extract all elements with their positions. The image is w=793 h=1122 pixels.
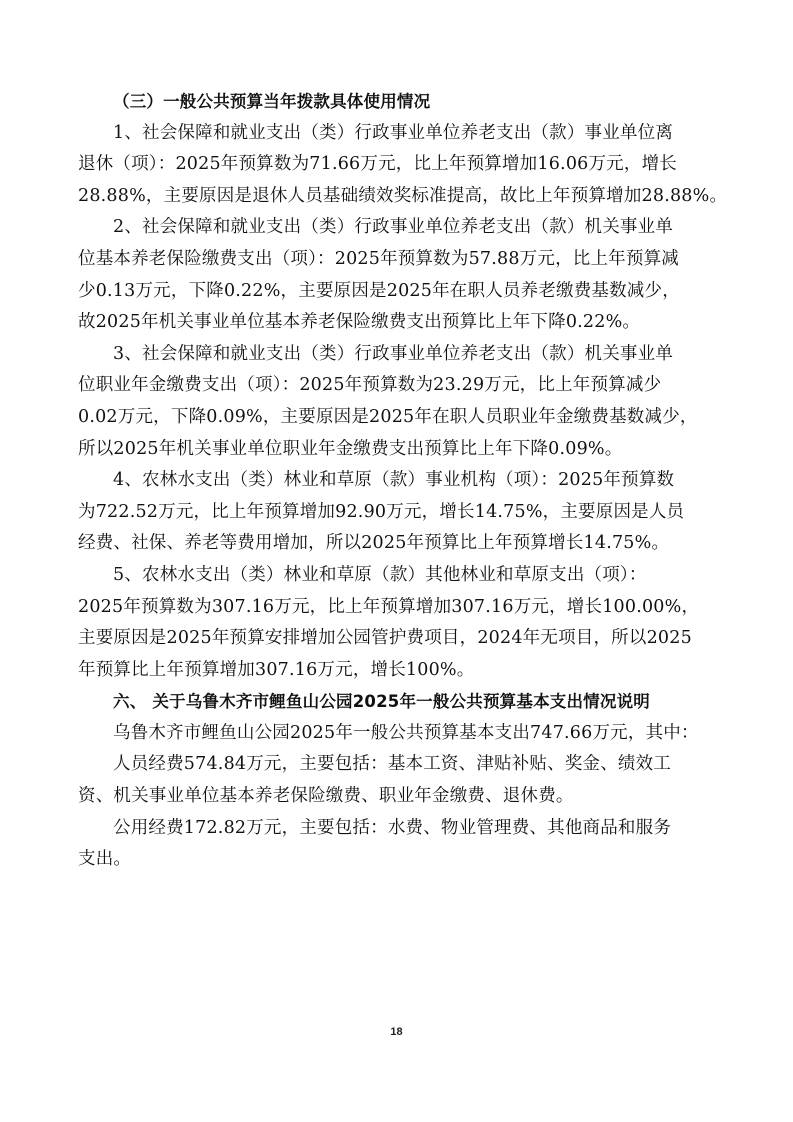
paragraph-line: 为722.52万元，比上年预算增加92.90万元，增长14.75%，主要原因是人员 [78, 501, 685, 522]
personnel-expenses-paragraph [78, 749, 718, 812]
paragraph-line: 2、社会保障和就业支出（类）行政事业单位养老支出（款）机关事业单 [113, 217, 674, 238]
paragraph-line: 少0.13万元，下降0.22%，主要原因是2025年在职人员养老缴费基数减少， [78, 280, 680, 301]
public-expenses-paragraph [78, 813, 718, 876]
paragraph-line: 2025年预算数为307.16万元，比上年预算增加307.16万元，增长100.00%， [78, 596, 700, 617]
paragraph-line: 5、农林水支出（类）林业和草原（款）其他林业和草原支出（项）： [113, 564, 647, 585]
paragraph-line: 经费、社保、养老等费用增加，所以2025年预算比上年预算增长14.75%。 [78, 533, 670, 554]
paragraph-line: 1、社会保障和就业支出（类）行政事业单位养老支出（款）事业单位离 [113, 122, 674, 143]
paragraph-line: 所以2025年机关事业单位职业年金缴费支出预算比上年下降0.09%。 [78, 438, 623, 459]
section-heading-6: 六、 关于乌鲁木齐市鲤鱼山公园2025年一般公共预算基本支出情况说明 [113, 692, 650, 712]
basic-expenditure-summary [78, 718, 718, 750]
paragraph-line: 故2025年机关事业单位基本养老保险缴费支出预算比上年下降0.22%。 [78, 312, 641, 333]
paragraph-line: 4、农林水支出（类）林业和草原（款）事业机构（项）：2025年预算数 [113, 470, 675, 491]
paragraph-line: 3、社会保障和就业支出（类）行政事业单位养老支出（款）机关事业单 [113, 343, 674, 364]
paragraph-line: 主要原因是2025年预算安排增加公园管护费项目，2024年无项目，所以2025 [78, 628, 692, 649]
section-heading-3: （三）一般公共预算当年拨款具体使用情况 [113, 92, 431, 111]
budget-item-5 [78, 560, 718, 686]
paragraph-line: 位基本养老保险缴费支出（项）：2025年预算数为57.88万元，比上年预算减 [78, 248, 679, 269]
paragraph-line: 28.88%，主要原因是退休人员基础绩效奖标准提高，故比上年预算增加28.88%。 [78, 185, 728, 206]
paragraph-line: 位职业年金缴费支出（项）：2025年预算数为23.29万元，比上年预算减少 [78, 375, 662, 396]
budget-item-4 [78, 465, 718, 560]
page-number: 18 [390, 1026, 403, 1038]
paragraph-line: 公用经费172.82万元，主要包括：水费、物业管理费、其他商品和服务 [113, 817, 672, 838]
paragraph-line: 人员经费574.84万元，主要包括：基本工资、津贴补贴、奖金、绩效工 [113, 754, 672, 775]
paragraph-line: 支出。 [78, 849, 132, 870]
paragraph-line: 资、机关事业单位基本养老保险缴费、职业年金缴费、退休费。 [78, 786, 574, 807]
budget-item-3 [78, 339, 718, 465]
budget-item-1 [78, 118, 728, 213]
paragraph-line: 退休（项）：2025年预算数为71.66万元，比上年预算增加16.06万元，增长 [78, 154, 677, 175]
budget-item-2 [78, 212, 718, 338]
paragraph-line: 0.02万元，下降0.09%，主要原因是2025年在职人员职业年金缴费基数减少， [78, 406, 698, 427]
paragraph-line: 年预算比上年预算增加307.16万元，增长100%。 [78, 659, 475, 680]
page-content [78, 86, 728, 876]
paragraph-line: 乌鲁木齐市鲤鱼山公园2025年一般公共预算基本支出747.66万元，其中： [113, 722, 699, 743]
